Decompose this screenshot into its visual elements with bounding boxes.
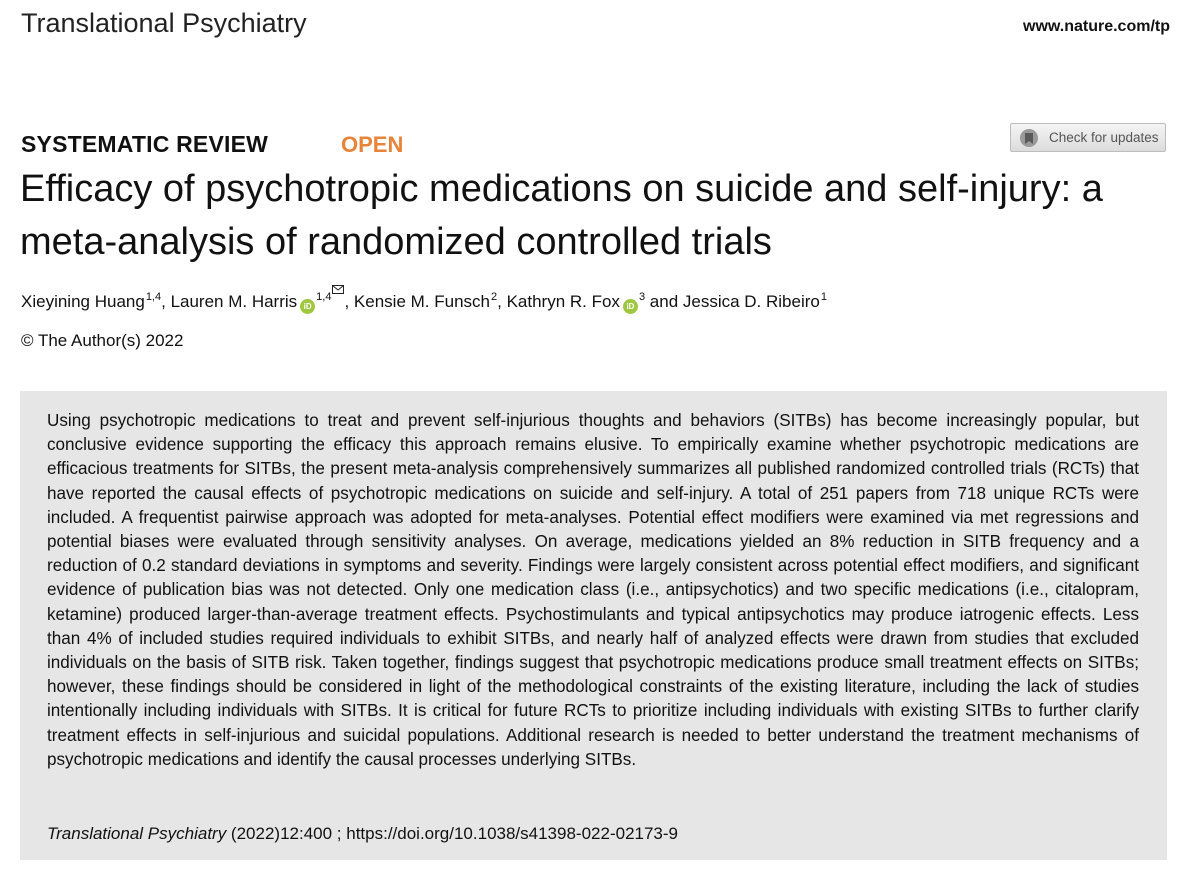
author-list: Xieyining Huang$^{1,4}$, Lauren M. Harris iD$^{1,4}$ , Kensie M. Funsch$^2$, Kathryn R. Fox $iD^3$ and Jessica D. Ribeiro$^1$	[21, 285, 827, 314]
check-for-updates-button[interactable]	[1010, 123, 1166, 152]
article-title: Efficacy of psychotropic medications on suicide and self-injury: a meta-analysis of randomized controlled trials	[20, 168, 1103, 263]
author-name[interactable]: Jessica D. Ribeiro	[682, 292, 820, 311]
author-name[interactable]: Kathryn R. Fox	[506, 292, 620, 311]
doi-link[interactable]: https://doi.org/10.1038/s41398-022-02173-9	[346, 824, 678, 843]
email-icon[interactable]	[332, 285, 344, 294]
author-affiliation: 1,4	[316, 291, 332, 303]
author-name[interactable]: Kensie M. Funsch	[353, 292, 490, 311]
open-access-label: OPEN	[341, 132, 404, 157]
citation-volume: (2022)12:400	[226, 824, 333, 843]
abstract-text: Using psychotropic medications to treat and prevent self-injurious thoughts and behaviors (SITBs) has become increasingly popular, but conclusive evidence supporting the efficacy this approach remains elusive. To empirically examine whether psychotropic medications are efficacious treatments for SITBs, the present meta-analysis comprehensively summarizes all published randomized controlled trials (RCTs) that have reported the causal effects of psychotropic medications on suicide and self-injury. A total of 251 papers from 718 unique RCTs were included. A frequentist pairwise approach was adopted for meta-analyses. Potential effect modifiers were examined via met regressions and potential biases were evaluated through sensitivity analyses. On average, medications yielded an 8% reduction in SITB frequency and a reduction of 0.2 standard deviations in symptoms and severity. Findings were largely consistent across potential effect modifiers, and significant evidence of publication bias was not detected. Only one medication class (i.e., antipsychotics) and two specific medications (i.e., citalopram, ketamine) produced larger-than-average treatment effects. Psychostimulants and typical antipsychotics may produce iatrogenic effects. Less than 4% of included studies required individuals to exhibit SITBs, and nearly half of analyzed effects were drawn from studies that excluded individuals on the basis of SITB risk. Taken together, findings suggest that psychotropic medications produce small treatment effects on SITBs; however, these findings should be considered in light of the methodological constraints of the existing literature, including the lack of studies intentionally including individuals with SITBs. It is critical for future RCTs to prioritize including individuals with existing SITBs to further clarify treatment effects in self-injurious and suicidal populations. Additional research is needed to better understand the treatment mechanisms of psychotropic medications and identify the causal processes underlying SITBs.	[47, 411, 1139, 769]
orcid-icon[interactable]: iD	[300, 299, 315, 314]
author-affiliation: 1,4	[145, 291, 162, 303]
citation-journal: Translational Psychiatry	[47, 824, 227, 843]
journal-url-link[interactable]: www.nature.com/tp	[1023, 18, 1170, 35]
author-affiliation: 2	[490, 291, 498, 303]
journal-name: Translational Psychiatry	[21, 8, 307, 38]
author-affiliation: 3	[638, 291, 646, 303]
check-for-updates-label: Check for updates	[1049, 130, 1159, 145]
copyright-notice: © The Author(s) 2022	[21, 331, 184, 350]
author-name[interactable]: Xieyining Huang	[21, 292, 145, 311]
citation-line: Translational Psychiatry (2022)12:400 ; https://doi.org/10.1038/s41398-022-02173-9	[47, 824, 678, 843]
orcid-icon[interactable]: iD	[623, 299, 638, 314]
bookmark-icon	[1017, 128, 1041, 148]
author-affiliation: 1	[820, 291, 827, 303]
author-name[interactable]: Lauren M. Harris	[170, 292, 298, 311]
article-type-label: SYSTEMATIC REVIEW	[21, 131, 269, 157]
abstract-box	[20, 391, 1167, 860]
